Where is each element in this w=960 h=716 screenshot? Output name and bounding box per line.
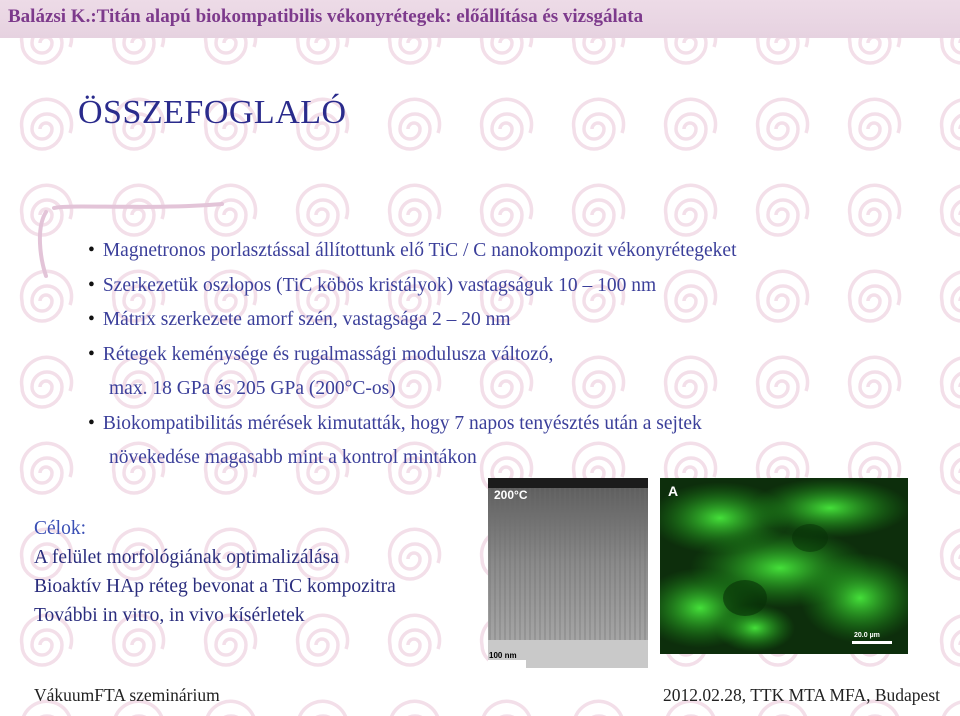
cell-image-label: A [668,483,679,499]
goals-title: Célok: [34,518,86,539]
bullet-continuation: növekedése magasabb mint a kontrol mintákon [109,447,477,468]
tem-micrograph [488,478,648,668]
goals-section [34,514,396,630]
cell-scale-label: 20.0 µm [854,632,880,639]
bullet-item: • Magnetronos porlasztással állítottunk elő TiC / C nanokompozit vékonyrétegeket [88,240,737,261]
header-bar [0,0,960,38]
footer-right: 2012.02.28, TTK MTA MFA, Budapest [663,685,940,705]
tem-label: 200°C [494,488,528,502]
footer-left: VákuumFTA szeminárium [34,685,220,705]
cell-fluorescence-image [660,478,908,654]
header-title: Balázsi K.:Titán alapú biokompatibilis vékonyrétegek: előállítása és vizsgálata [8,6,644,27]
summary-bullet-list [88,234,928,476]
goal-item: További in vitro, in vivo kísérletek [34,605,305,626]
bullet-continuation: max. 18 GPa és 205 GPa (200°C-os) [109,378,396,399]
bullet-item: • Mátrix szerkezete amorf szén, vastagsága 2 – 20 nm [88,309,511,330]
page-title: ÖSSZEFOGLALÓ [78,94,347,131]
bullet-item: • Rétegek keménysége és rugalmassági modulusza változó, [88,343,554,365]
bullet-item: • Szerkezetük oszlopos (TiC köbös kristályok) vastagságuk 10 – 100 nm [88,274,657,296]
bullet-item: • Biokompatibilitás mérések kimutatták, hogy 7 napos tenyésztés után a sejtek [88,412,702,434]
goal-item: Bioaktív HAp réteg bevonat a TiC kompozitra [34,576,396,597]
tem-scale-label: 100 nm [489,651,517,660]
goal-item: A felület morfológiának optimalizálása [34,547,339,568]
